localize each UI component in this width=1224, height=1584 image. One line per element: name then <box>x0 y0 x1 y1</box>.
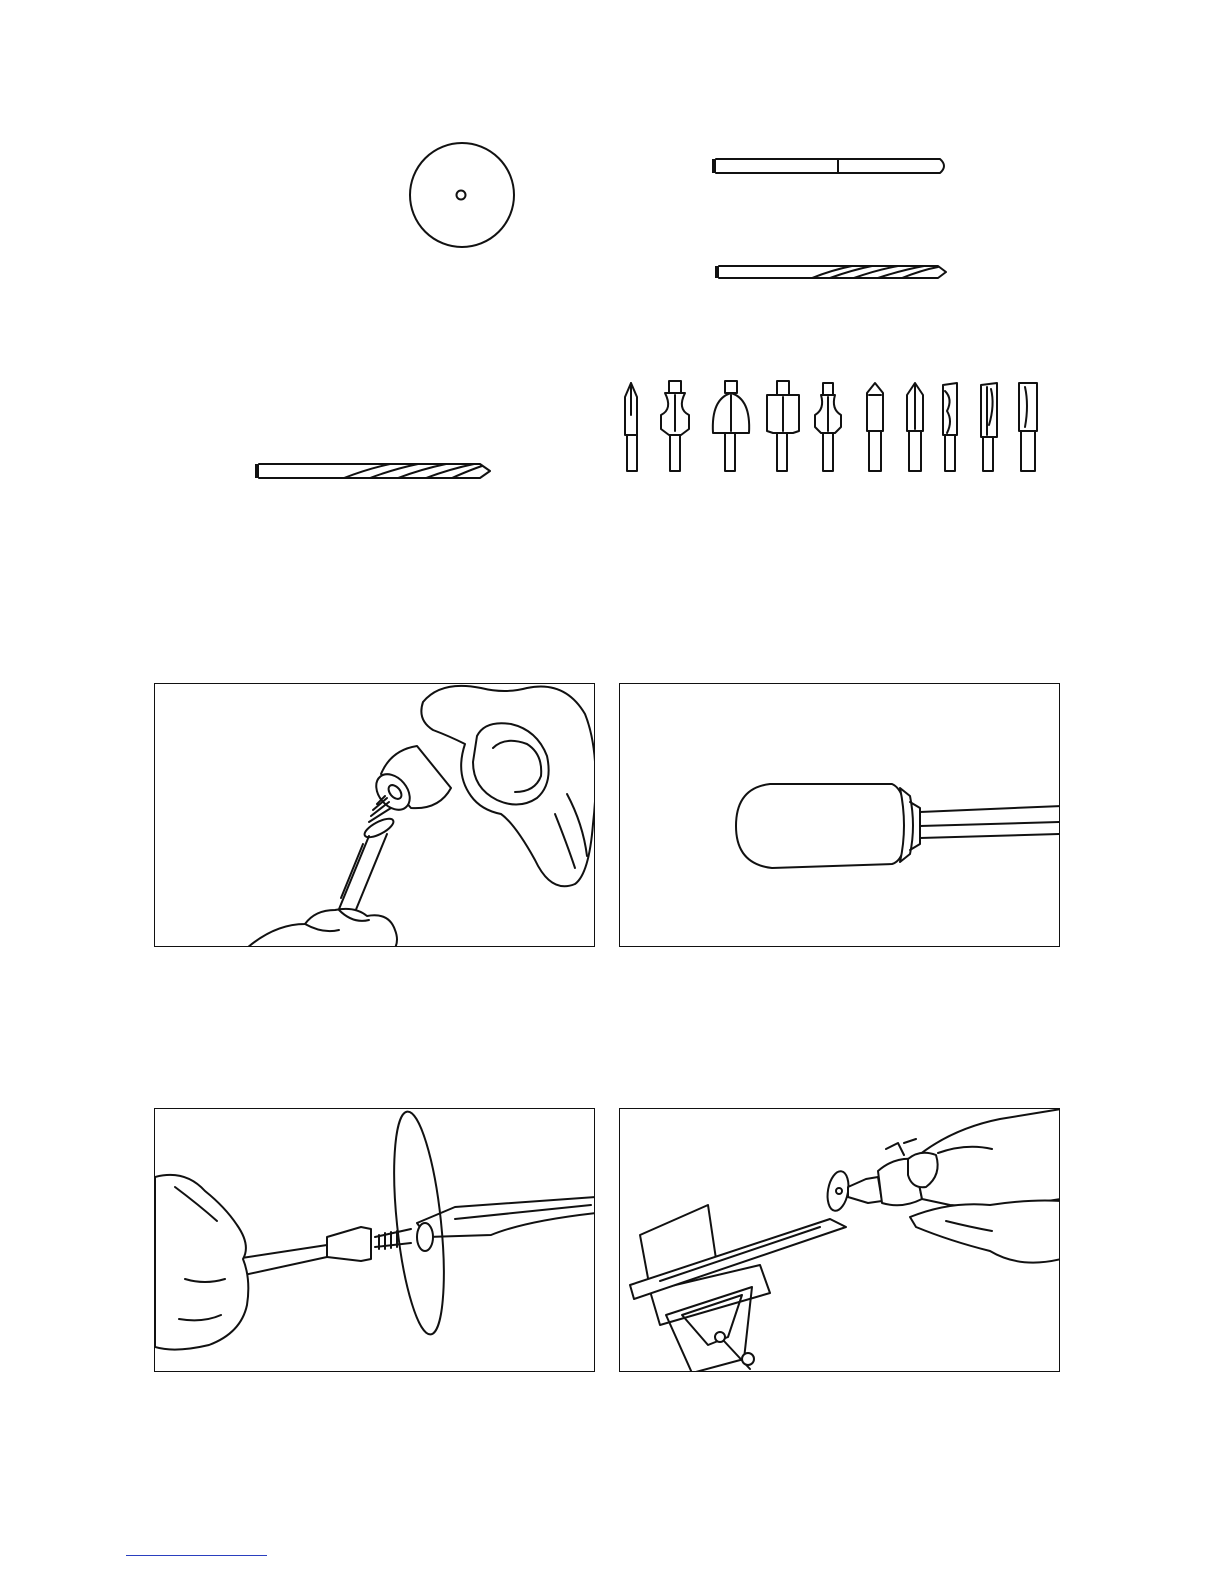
router-bit-4 <box>767 381 799 471</box>
router-bit-6 <box>867 383 883 471</box>
router-bit-9 <box>981 383 997 471</box>
router-bit-2 <box>661 381 689 471</box>
panel-cut-off-wheel-mandrel <box>154 1108 595 1372</box>
footer-rule <box>126 1555 267 1556</box>
router-bit-1 <box>625 383 637 471</box>
tool-in-vise-illustration <box>620 1109 1060 1372</box>
panel-tool-in-vise <box>619 1108 1060 1372</box>
router-bit-5 <box>815 383 841 471</box>
router-bit-10 <box>1019 383 1037 471</box>
mounting-sanding-cap-illustration <box>155 684 595 947</box>
cut-off-wheel-illustration <box>155 1109 595 1372</box>
panel-grinding-stone <box>619 683 1060 947</box>
cutting-disc-illustration <box>405 140 519 254</box>
drill-bit-small-illustration <box>712 262 952 282</box>
engraving-cutter-illustration <box>708 154 954 180</box>
grinding-stone-illustration <box>620 684 1060 947</box>
panel-mounting-sanding-cap <box>154 683 595 947</box>
router-bits-illustration <box>615 375 1055 477</box>
router-bit-7 <box>907 383 923 471</box>
router-bit-8 <box>943 383 957 471</box>
router-bit-3 <box>713 381 749 471</box>
drill-bit-large-illustration <box>252 460 498 482</box>
